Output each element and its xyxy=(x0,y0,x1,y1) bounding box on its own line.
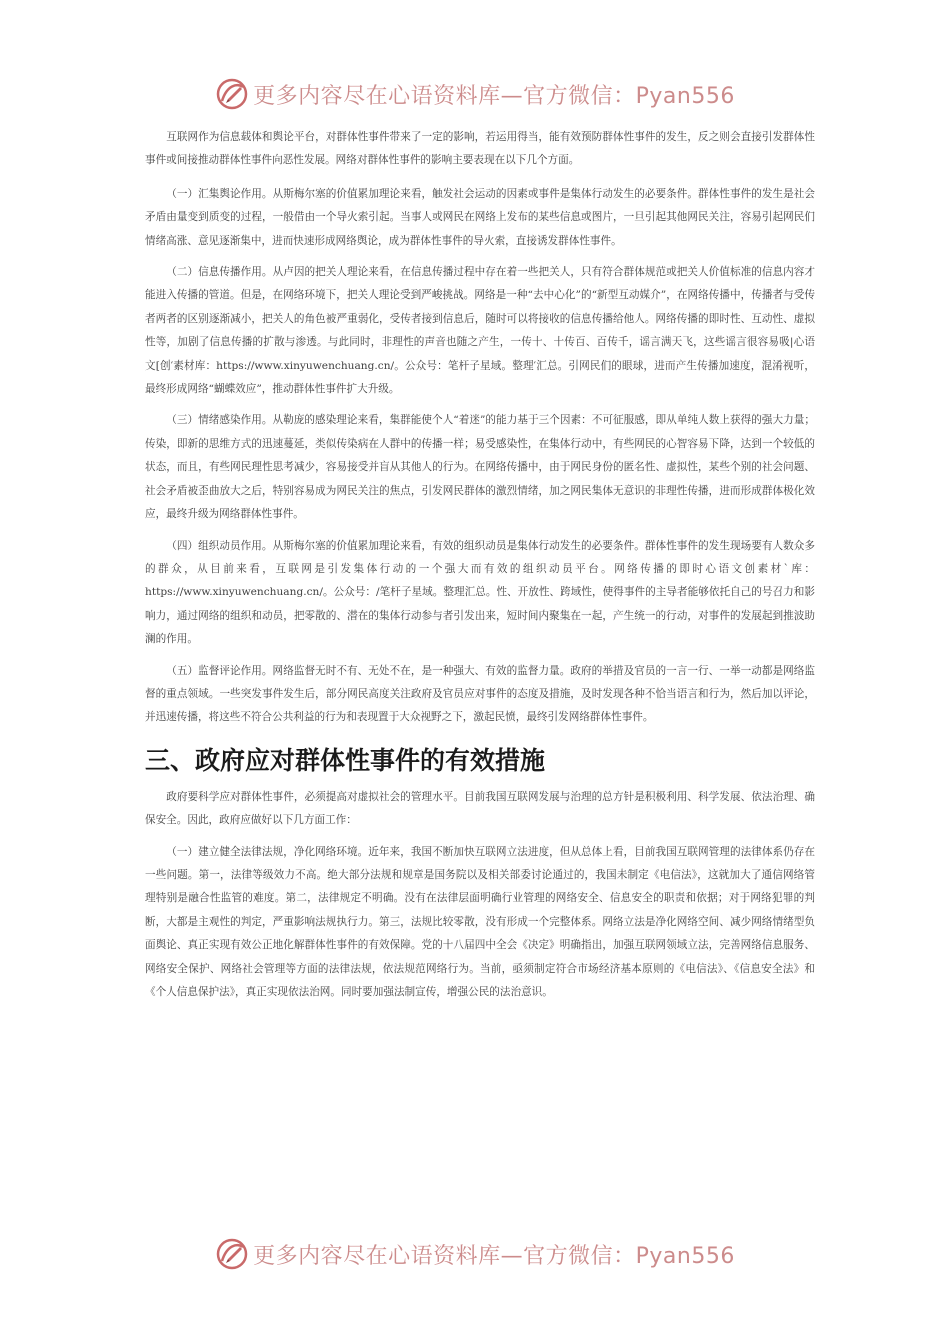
section-heading: 三、政府应对群体性事件的有效措施 xyxy=(145,745,546,775)
paragraph-measure-1: （一）建立健全法律法规，净化网络环境。近年来，我国不断加快互联网立法进度，但从总体上看，目前我国互联网管理的法律体系仍存在一些问题。第一，法律等级效力不高。绝大部分法规和规章是国务院以及相关部委讨论通过的，我国未制定《电信法》，这就加大了通信网络管理特别是融合性监管的难度。第二，法律规定不明确。没有在法律层面明确行业管理的网络安全、信息安全的职责和依据；对于网络犯罪的判断，大都是主观性的判定，严重影响法规执行力。第三，法规比较零散，没有形成一个完整体系。网络立法是净化网络空间、减少网络情绪型负面舆论、真正实现有效公正地化解群体性事件的有效保障。党的十八届四中全会《决定》明确指出，加强互联网领域立法，完善网络信息服务、网络安全保护、网络社会管理等方面的法律法规，依法规范网络行为。当前，亟须制定符合市场经济基本原则的《电信法》、《信息安全法》和《个人信息保护法》，真正实现依法治网。同时要加强法制宣传，增强公民的法治意识。 xyxy=(145,845,815,998)
banner-text: 更多内容尽在心语资料库—官方微信：Pyan556 xyxy=(253,1243,735,1269)
header-banner xyxy=(0,74,950,114)
footer-banner xyxy=(0,1234,950,1274)
document-body xyxy=(145,126,815,1012)
paragraph-section-3: （三）情绪感染作用。从勒庞的感染理论来看，集群能使个人“着迷”的能力基于三个因素：不可征服感，即从单纯人数上获得的强大力量；传染，即新的思维方式的迅速蔓延，类似传染病在人群中的传播一样；易受感染性，在集体行动中，有些网民的心智容易下降，达到一个较低的状态，而且，有些网民理性思考减少，容易接受并盲从其他人的行为。在网络传播中，由于网民身份的匿名性、虚拟性，某些个别的社会问题、社会矛盾被歪曲放大之后，特别容易成为网民关注的焦点，引发网民群体的激烈情绪，加之网民集体无意识的非理性传播，进而形成群体极化效应，最终升级为网络群体性事件。 xyxy=(145,414,815,521)
pen-logo-icon xyxy=(215,1237,249,1271)
paragraph-section-4: （四）组织动员作用。从斯梅尔塞的价值累加理论来看，有效的组织动员是集体行动发生的必要条件。群体性事件的发生现场要有人数众多的群众，从目前来看，互联网是引发集体行动的一个强大而有效的组织动员平台。网络传播的即时心语文创素材`库：https://www.xinyuwenchuang.cn/。公众号：/笔杆子星域。整理汇总。性、开放性、跨域性，使得事件的主导者能够依托自己的号召力和影响力，通过网络的组织和动员，把零散的、潜在的集体行动参与者引发出来，短时间内聚集在一起，产生统一的行动，对事件的发展起到推波助澜的作用。 xyxy=(145,539,815,646)
paragraph-measures-intro: 政府要科学应对群体性事件，必须提高对虚拟社会的管理水平。目前我国互联网发展与治理的总方针是积极利用、科学发展、依法治理、确保安全。因此，政府应做好以下几方面工作： xyxy=(145,790,815,827)
paragraph-section-5: （五）监督评论作用。网络监督无时不有、无处不在，是一种强大、有效的监督力量。政府的举措及官员的一言一行、一举一动都是网络监督的重点领域。一些突发事件发生后，部分网民高度关注政府及官员应对事件的态度及措施，及时发现各种不恰当语言和行为，然后加以评论，并迅速传播，将这些不符合公共利益的行为和表现置于大众视野之下，激起民愤，最终引发网络群体性事件。 xyxy=(145,664,815,724)
pen-logo-icon xyxy=(215,77,249,111)
paragraph-intro: 互联网作为信息载体和舆论平台，对群体性事件带来了一定的影响，若运用得当，能有效预防群体性事件的发生，反之则会直接引发群体性事件或间接推动群体性事件向恶性发展。网络对群体性事件的影响主要表现在以下几个方面。 xyxy=(145,131,815,167)
banner-text: 更多内容尽在心语资料库—官方微信：Pyan556 xyxy=(253,83,735,109)
paragraph-section-1: （一）汇集舆论作用。从斯梅尔塞的价值累加理论来看，触发社会运动的因素或事件是集体行动发生的必要条件。群体性事件的发生是社会矛盾由量变到质变的过程，一般借由一个导火索引起。当事人或网民在网络上发布的某些信息或图片，一旦引起其他网民关注，容易引起网民们情绪高涨、意见逐渐集中，进而快速形成网络舆论，成为群体性事件的导火索，直接诱发群体性事件。 xyxy=(145,187,815,247)
paragraph-section-2: （二）信息传播作用。从卢因的把关人理论来看，在信息传播过程中存在着一些把关人，只有符合群体规范或把关人价值标准的信息内容才能进入传播的管道。但是，在网络环境下，把关人理论受到严峻挑战。网络是一种“去中心化”的“新型互动媒介”，在网络传播中，传播者与受传者两者的区别逐渐减小，把关人的角色被严重弱化，受传者接到信息后，随时可以将接收的信息传播给他人。网络传播的即时性、互动性、虚拟性等，加剧了信息传播的扩散与渗透。与此同时，非理性的声音也随之产生，一传十、十传百、百传千，谣言满天飞，这些谣言很容易吸|心语文[创′素材库：https://www.xinyuwenchuang.cn/。公众号：笔杆子星域。整理′汇总。引网民们的眼球，进而产生传播加速度，混淆视听，最终形成网络“蝴蝶效应”，推动群体性事件扩大升级。 xyxy=(145,266,815,396)
